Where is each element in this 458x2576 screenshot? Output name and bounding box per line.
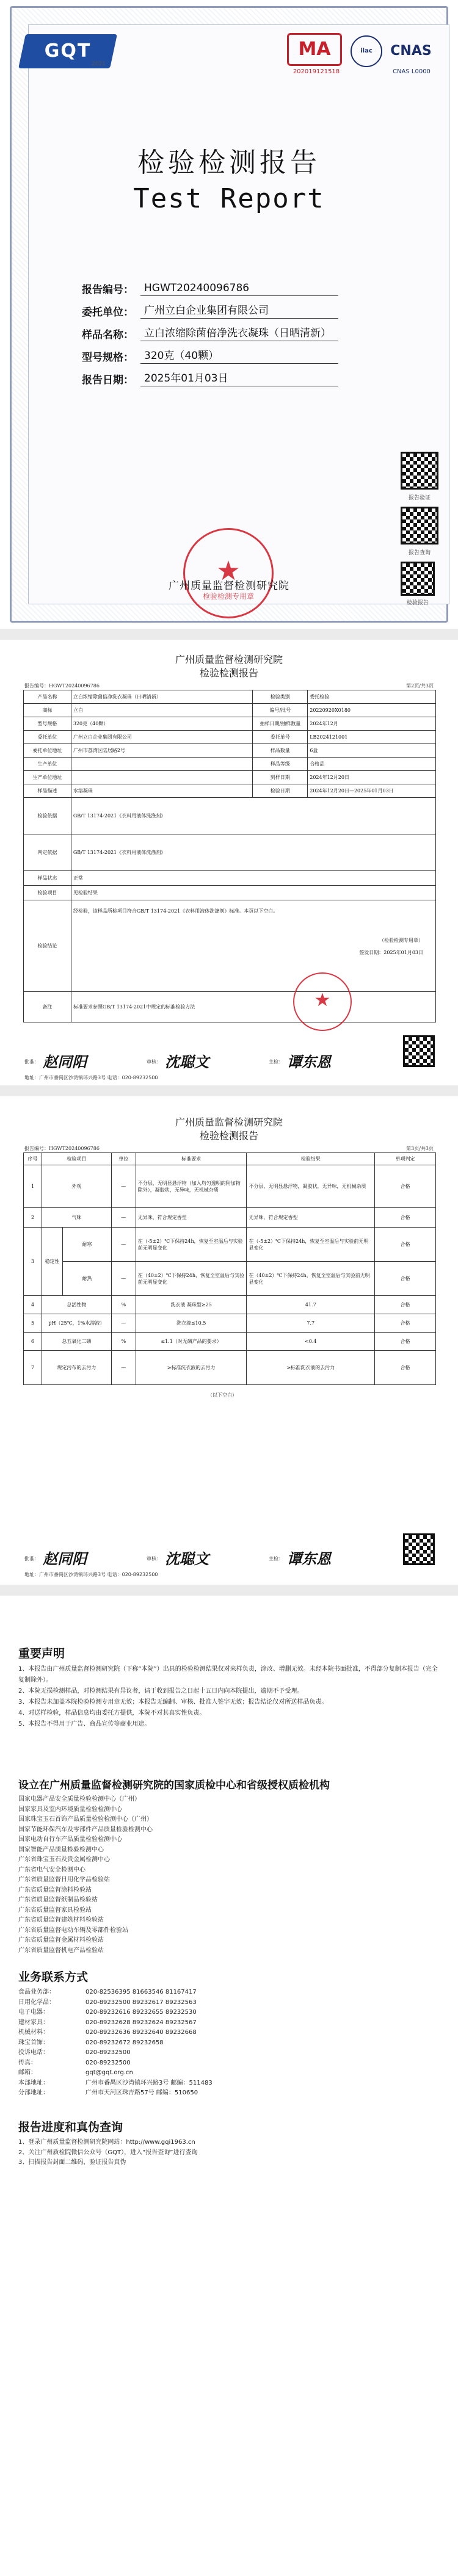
contact-title: 业务联系方式 <box>18 1970 89 1984</box>
qr-code-query[interactable] <box>401 507 438 545</box>
qr-code-verify[interactable] <box>401 452 438 490</box>
table-row: 7 规定污布的去污力 — ≥标准洗衣液的去污力 ≥标准洗衣液的去污力 合格 <box>24 1351 436 1385</box>
page2-page-no: 第2页/共3页 <box>406 683 434 689</box>
list-item: 广东省质量监督日用化学品检验站 <box>18 1876 110 1883</box>
auth-title: 设立在广州质量监督检测研究院的国家质检中心和省级授权质检机构 <box>18 1779 330 1792</box>
notice-page <box>0 1596 458 2576</box>
notice-title: 重要声明 <box>18 1647 65 1660</box>
table-row: 委托单位 广州立白企业集团有限公司 委托单号 LB2024121001 <box>24 731 436 744</box>
page3-qr-code[interactable] <box>403 1533 435 1565</box>
table-row: 耐热 — 在（40±2）℃下保持24h，恢复至室温后与实验前无明显变化 在（40±2）℃下保持24h，恢复至室温后与实验前无明显变化 合格 <box>24 1262 436 1296</box>
report-title-cn: 检验检测报告 <box>137 147 321 178</box>
table-row-items: 检验项目 见检验结果 <box>24 886 436 900</box>
seal-star-icon: ★ <box>216 555 241 587</box>
page2-info-table <box>23 690 436 1022</box>
cnas-number: CNAS L0000 <box>393 68 431 75</box>
cma-logo: MA <box>287 33 342 66</box>
page3-address: 地址：广州市番禺区沙湾镇环兴路3号 电话：020-89232500 <box>24 1572 158 1577</box>
list-item: 建材家具： 020-89232628 89232624 89232567 <box>18 2019 197 2026</box>
page3-institute: 广州质量监督检测研究院 <box>175 1116 283 1128</box>
inspector-signature: 谭东恩 <box>287 1053 331 1071</box>
approver-signature: 赵同阳 <box>43 1053 87 1071</box>
contact-list <box>18 1988 440 2099</box>
conclusion-text: 经检验，该样品所检项目符合GB/T 13174-2021《衣料用液体洗涤剂》标准。本页以下空白。 <box>73 908 278 914</box>
table-row: 5 pH（25℃，1%水溶液） — 洗衣液≤10.5 7.7 合格 <box>24 1314 436 1333</box>
table-row: 生产单位地址 到样日期 2024年12月20日 <box>24 771 436 784</box>
table-row-basis: 检验依据 GB/T 13174-2021《衣料用液体洗涤剂》 <box>24 798 436 834</box>
page3-report-no: 报告编号：HGWT20240096786 <box>24 1146 100 1151</box>
list-item: 广东省质量监督纸制品检验站 <box>18 1897 98 1903</box>
page-separator <box>0 1085 458 1096</box>
table-row: 2 气味 — 无异味，符合规定香型 无异味，符合规定香型 合格 <box>24 1208 436 1228</box>
report-page-3: 广州质量监督检测研究院 检验检测报告 报告编号：HGWT20240096786 第3页/共3页 序号 检验项目 单位 标准要求 检验结果 单项判定 1 外观 — 不分层，无明显悬浮物（加入均匀透明的附加物除外），凝胶状，无异味，无机械杂质 不分层，无明显悬浮物，凝胶状，无异味，无机械杂质 合格 2 气味 — 无异味，符合规定香型 无异味，符合规定香型 合格 3 稳定性 耐寒 — 在（-5±2）℃下保持24h，恢复至室温后与实验前无明显变化 在（-5±2）℃下保持24h，恢复至室温后与实验前无明显变化 合格 耐热 — 在（40±2）℃下保持24h，恢复至室温后与实验前无明显变化 在（40±2）℃下保持24h，恢复至室温后与实验前无明显变化 合格 4 总活性物 % 洗衣液 凝珠型≥25 41.7 合格 5 pH（25℃，1%水溶液） — 洗衣液≤10.5 7.7 合格 6 总五氧化二磷 % ≤1.1（对无磷产品的要求） <0.4 合格 7 规定污布的去污力 — ≥标准洗衣液的去污力 ≥标准洗衣液的去污力 合格 （以下空白） 批准： 赵同阳 审核： 沈聪文 主检： 谭东恩 地址：广州市番禺区沙湾镇环兴路3号 电话：020-89232500 <box>0 1096 458 1585</box>
cover-field-sample: 样品名称： 立白浓缩除菌倍净洗衣凝珠（日晒清新） <box>82 319 338 341</box>
page2-report-no: 报告编号：HGWT20240096786 <box>24 683 100 689</box>
table-row-conclusion: 检验结论 经检验，该样品所检项目符合GB/T 13174-2021《衣料用液体洗涤剂》标准。本页以下空白。 （检验检测专用章） 签发日期：2025年01月03日 <box>24 900 436 992</box>
cover-field-model: 型号规格： 320克（40颗） <box>82 341 338 364</box>
cover-fields <box>82 273 338 386</box>
approver-signature: 赵同阳 <box>43 1550 87 1568</box>
cover-field-date: 报告日期： 2025年01月03日 <box>82 364 338 386</box>
page3-subtitle: 检验检测报告 <box>199 1130 258 1141</box>
table-row: 样品描述 水溶凝珠 检验日期 2024年12月20日—2025年01月03日 <box>24 784 436 798</box>
list-item: 本部地址： 广州市番禺区沙湾镇环兴路3号 邮编：511483 <box>18 2079 213 2086</box>
conclusion-seal-note: （检验检测专用章） <box>379 938 423 943</box>
gqt-logo: GQT <box>18 34 117 68</box>
table-row: 生产单位 样品等级 合格品 <box>24 758 436 771</box>
auth-list <box>18 1795 440 1956</box>
conclusion-date: 签发日期：2025年01月03日 <box>359 950 423 955</box>
qr-label-report: 检验报告 <box>406 600 429 606</box>
query-title: 报告进度和真伪查询 <box>18 2121 123 2134</box>
list-item: 邮箱： gqt@gqt.org.cn <box>18 2069 133 2076</box>
list-item: 广东省质量监督建筑材料检验站 <box>18 1917 104 1923</box>
table-row: 型号规格 320克（40颗） 抽样日期/抽样数量 2024年12月 <box>24 717 436 731</box>
table-row: 4 总活性物 % 洗衣液 凝珠型≥25 41.7 合格 <box>24 1296 436 1314</box>
page3-page-no: 第3页/共3页 <box>406 1146 434 1151</box>
list-item: 广东省质量监督电动车辆及零部件检验站 <box>18 1927 128 1934</box>
qr-label-query: 报告查询 <box>408 550 431 556</box>
cma-number: 202019121518 <box>293 68 340 75</box>
list-item: 广东省质量监督机电产品检验站 <box>18 1947 104 1954</box>
table-row-state: 样品状态 正常 <box>24 871 436 886</box>
cnas-logo: CNAS <box>390 43 432 59</box>
list-item: 广东省质量监督涂料检验站 <box>18 1886 92 1894</box>
page2-qr-code[interactable] <box>403 1035 435 1067</box>
list-item: 电子电器： 020-89232616 89232655 89232530 <box>18 2009 197 2016</box>
notice-body: 1、本报告由广州质量监督检测研究院（下称“本院”）出具的检验检测结果仅对来样负责，涂改、增删无效。未经本院书面批准，不得部分复制本报告（完全复制除外）。 2、本院无损检测样品，对检测结果有异议者，请于收到报告之日起十五日内向本院提出，逾期不予受理。 3、本报告未加盖本院检验检测专用章无效；本报告无编制、审核、批准人签字无效；报告结论仅对所送样品负责。 4、对送样检验，样品信息均由委托方提供，本院不对其真实性负责。 5、本报告不得用于广告、商品宣传等商业用途。 <box>18 1666 438 1728</box>
ilac-logo: ilac <box>351 35 382 67</box>
cover-page <box>0 0 458 629</box>
page2-subtitle: 检验检测报告 <box>199 667 258 679</box>
certification-logos <box>287 33 434 82</box>
page2-institute: 广州质量监督检测研究院 <box>175 654 283 665</box>
cover-field-report-no: 报告编号： HGWT20240096786 <box>82 273 338 296</box>
list-item: 传真： 020-89232500 <box>18 2059 131 2066</box>
list-item: 国家电器产品安全质量检验检测中心（广州） <box>18 1796 140 1803</box>
list-item: 国家节能环保汽车及零部件产品质量检验检测中心 <box>18 1826 153 1833</box>
list-item: 投诉电话： 020-89232500 <box>18 2049 131 2056</box>
list-item: 广东省珠宝玉石及贵金属检测中心 <box>18 1856 110 1863</box>
page2-seal <box>293 972 352 1031</box>
page-separator <box>0 1585 458 1596</box>
cover-field-client: 委托单位： 广州立白企业集团有限公司 <box>82 296 338 319</box>
list-item: 珠宝首饰： 020-89232672 89232658 <box>18 2039 164 2046</box>
reviewer-signature: 沈聪文 <box>165 1053 209 1071</box>
inspector-signature: 谭东恩 <box>287 1550 331 1568</box>
report-page-2: 广州质量监督检测研究院 检验检测报告 报告编号：HGWT20240096786 第2页/共3页 产品名称 立白浓缩除菌倍净洗衣凝珠（日晒清新） 检验类别 委托检验 商标 立白 编号/批号 20220920X0180 型号规格 320克（40颗） 抽样日期/抽样数量 2024年12月 委托单位 广州立白企业集团有限公司 委托单号 LB2024121001 委托单位地址 广州市荔湾区陆居路2号 样品数量 6盒 生产单位 样品等级 合格品 生产单位地址 到样日期 2024年12月20日 样品描述 水溶凝珠 检验日期 2024年12月20日—2025年01月03日 检验依据 GB/T 13174-2021《衣料用液体洗涤剂》 判定依据 GB/T 13174-2021《衣料用液体洗涤剂》 样品状态 正常 检验项目 见检验结果 检验结论 经检验，该样品所检项目符合GB/T 13174-2021《衣料用液体洗涤剂》标准。本页以下空白。 （检验检测专用章） 签发日期：2025年01月03日 备注 标准要求参照GB/T 13174-2021中规定的标准检验方法 ★ 批准： 赵同阳 审核： 沈聪文 主检： 谭东恩 地址：广州市番禺区沙湾镇环兴路3号 电话：020-89232500 <box>0 640 458 1085</box>
list-item: 2、关注广州质检院微信公众号（GQT），进入“报告查询”进行查询 <box>18 2149 198 2156</box>
list-item[interactable]: 1、登录广州质量监督检测研究院网站：http://www.gqi1963.cn <box>18 2139 195 2146</box>
table-row-method: 判定依据 GB/T 13174-2021《衣料用液体洗涤剂》 <box>24 834 436 871</box>
cover-institute: 广州质量监督检测研究院 <box>169 580 289 592</box>
blank-note: （以下空白） <box>208 1392 237 1398</box>
list-item: 食品业务部： 020-82536395 81663546 81167417 <box>18 1989 197 1995</box>
table-row: 3 稳定性 耐寒 — 在（-5±2）℃下保持24h，恢复至室温后与实验前无明显变化 在（-5±2）℃下保持24h，恢复至室温后与实验前无明显变化 合格 <box>24 1228 436 1262</box>
table-row: 产品名称 立白浓缩除菌倍净洗衣凝珠（日晒清新） 检验类别 委托检验 <box>24 690 436 704</box>
list-item: 国家智能产品质量检验检测中心 <box>18 1846 104 1853</box>
table-row: 6 总五氧化二磷 % ≤1.1（对无磷产品的要求） <0.4 合格 <box>24 1333 436 1351</box>
reviewer-signature: 沈聪文 <box>165 1550 209 1568</box>
list-item: 广东省质量监督家具检验站 <box>18 1906 92 1914</box>
qr-label-verify: 报告验证 <box>408 495 431 501</box>
list-item: 机械材料： 020-89232636 89232640 89232668 <box>18 2029 197 2036</box>
page2-address: 地址：广州市番禺区沙湾镇环兴路3号 电话：020-89232500 <box>24 1075 158 1080</box>
list-item: 国家珠宝玉石首饰产品质量检验检测中心（广州） <box>18 1816 153 1823</box>
table-row: 委托单位地址 广州市荔湾区陆居路2号 样品数量 6盒 <box>24 744 436 758</box>
page-separator <box>0 629 458 640</box>
page3-results-table <box>23 1152 436 1385</box>
table-row: 1 外观 — 不分层，无明显悬浮物（加入均匀透明的附加物除外），凝胶状，无异味，无机械杂质 不分层，无明显悬浮物，凝胶状，无异味，无机械杂质 合格 <box>24 1165 436 1208</box>
list-item: 广东省电气安全检测中心 <box>18 1866 85 1873</box>
table-row: 商标 立白 编号/批号 20220920X0180 <box>24 704 436 717</box>
seal-star-icon: ★ <box>314 990 331 1011</box>
table-header-row: 序号 检验项目 单位 标准要求 检验结果 单项判定 <box>24 1153 436 1165</box>
list-item: 国家家具及室内环境质量检验检测中心 <box>18 1806 122 1813</box>
list-item: 国家电动自行车产品质量检验检测中心 <box>18 1836 122 1843</box>
list-item: 广东省质量监督金属材料检验站 <box>18 1937 104 1944</box>
report-title-en: Test Report <box>133 183 325 214</box>
list-item: 日用化学品： 020-89232500 89232617 89232563 <box>18 1999 197 2006</box>
list-item: 分部地址： 广州市天河区珠吉路57号 邮编：510650 <box>18 2089 198 2096</box>
inspection-seal: ★ 检验检测专用章 <box>183 528 274 618</box>
table-row-remark: 备注 标准要求参照GB/T 13174-2021中规定的标准检验方法 <box>24 992 436 1022</box>
query-list <box>18 2138 440 2168</box>
list-item: 3、扫描报告封面二维码，验证报告真伪 <box>18 2159 126 2166</box>
logo-year: 2021 <box>92 61 106 67</box>
